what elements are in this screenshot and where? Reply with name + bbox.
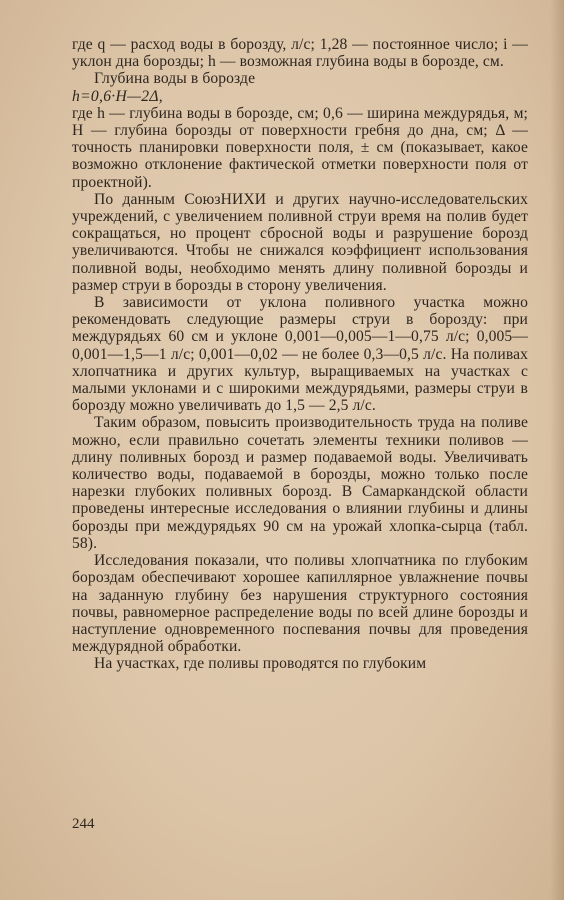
page-edge-shadow [550, 0, 564, 900]
paragraph-6: Таким образом, повысить производительность труда на поливе можно, если правильно сочетать элементы техники поливов — длину поливных борозд и размер подаваемой воды. Увеличивать количество воды, подаваемой в борозды, можно только после нарезки глубоких поливных борозд. В Самаркандской области проведены интересные исследования о влиянии глубины и длины борозды при междурядьях 90 см на урожай хлопка-сырца (табл. 58). [72, 414, 528, 552]
paragraph-7: Исследования показали, что поливы хлопчатника по глубоким бороздам обеспечивают хорошее капиллярное увлажнение почвы на заданную глубину без нарушения структурного состояния почвы, равномерное распределение воды по всей длине борозды и наступление одновременного поспевания почвы для проведения междурядной обработки. [72, 552, 528, 656]
paragraph-1: где q — расход воды в борозду, л/с; 1,28 — постоянное число; i — уклон дна борозды; h — возможная глубина воды в борозде, см. [72, 36, 528, 71]
paragraph-5: В зависимости от уклона поливного участка можно рекомендовать следующие размеры струи в борозду: при междурядьях 60 см и уклоне 0,001—0,005—1—0,75 л/с; 0,005—0,001—1,5—1 л/с; 0,001—0,02 — не более 0,3—0,5 л/с. На поливах хлопчатника и других культур, выращиваемых на участках с малыми уклонами и с широкими междурядьями, размеры струи в борозду можно увеличивать до 1,5 — 2,5 л/с. [72, 294, 528, 415]
paragraph-4: По данным СоюзНИХИ и других научно-исследовательских учреждений, с увеличением поливной струи время на полив будет сокращаться, но процент сбросной воды и разрушение борозд увеличиваются. Чтобы не снижался коэффициент использования поливной воды, необходимо менять длину поливной борозды и размер струи в борозды в сторону увеличения. [72, 190, 528, 294]
paragraph-2: Глубина воды в борозде [94, 70, 256, 88]
page-text [72, 36, 528, 673]
formula: h=0,6·H—2Δ, [72, 87, 163, 105]
paragraph-3: где h — глубина воды в борозде, см; 0,6 — ширина междурядья, м; H — глубина борозды от поверхности гребня до дна, см; Δ — точность планировки поверхности поля, ± см (показывает, какое возможно отклонение фактической отметки поверхности поля от проектной). [72, 104, 528, 191]
paragraph-8: На участках, где поливы проводятся по глубоким [94, 655, 427, 673]
page-number: 244 [72, 816, 95, 832]
